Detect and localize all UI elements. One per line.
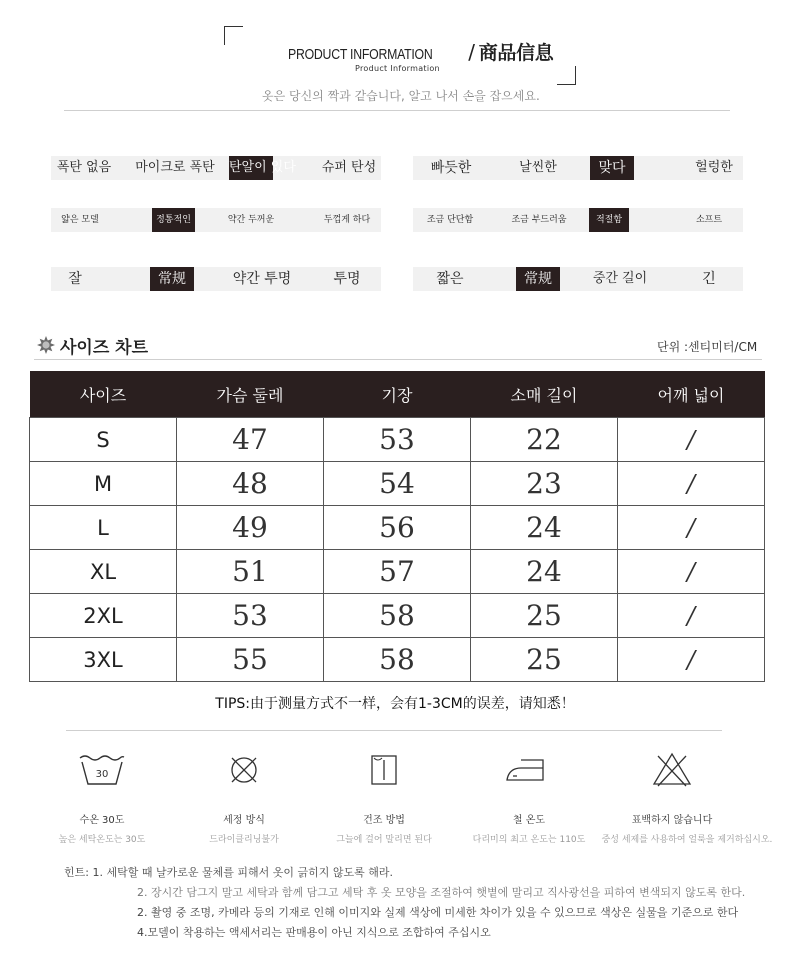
length-option: 중간 길이 bbox=[592, 271, 648, 286]
care-divider bbox=[66, 730, 722, 731]
shoulder-cell: / bbox=[618, 594, 765, 638]
wash-30-icon bbox=[78, 752, 126, 792]
size-cell: M bbox=[30, 462, 177, 506]
corner-mark-bottom-right bbox=[557, 66, 576, 85]
fit-option-selected: 맞다 bbox=[590, 156, 634, 180]
size-chart-table bbox=[29, 371, 765, 682]
sleeve-cell: 22 bbox=[471, 418, 618, 462]
size-cell: L bbox=[30, 506, 177, 550]
care-note-iron-temp: 다리미의 최고 온도는 110도 bbox=[472, 835, 586, 845]
fit-option: 날씬한 bbox=[519, 160, 557, 175]
length-option-selected: 常规 bbox=[516, 267, 560, 291]
chest-cell: 47 bbox=[177, 418, 324, 462]
size-cell: XL bbox=[30, 550, 177, 594]
thickness-option: 얇은 모델 bbox=[61, 215, 99, 225]
header-length: 기장 bbox=[324, 371, 471, 418]
line-dry-icon bbox=[360, 752, 408, 792]
length-option: 짧은 bbox=[436, 271, 464, 287]
table-row bbox=[30, 462, 765, 506]
unit-label: 단위 :센티미터/CM bbox=[657, 340, 758, 354]
product-info-subtitle: Product Information bbox=[355, 64, 440, 73]
softness-option: 조금 단단함 bbox=[426, 215, 474, 225]
sun-badge-icon bbox=[37, 336, 55, 354]
tagline: 옷은 당신의 짝과 같습니다, 알고 나서 손을 잡으세요. bbox=[262, 89, 540, 103]
corner-mark-top-left bbox=[224, 26, 243, 45]
care-note-bleach: 중성 세제를 사용하여 얼룩을 제거하십시오. bbox=[601, 835, 773, 845]
table-row bbox=[30, 638, 765, 682]
length-cell: 58 bbox=[324, 638, 471, 682]
size-cell: S bbox=[30, 418, 177, 462]
length-cell: 53 bbox=[324, 418, 471, 462]
size-chart-divider bbox=[34, 359, 762, 360]
chest-cell: 49 bbox=[177, 506, 324, 550]
sleeve-cell: 25 bbox=[471, 638, 618, 682]
chest-cell: 51 bbox=[177, 550, 324, 594]
sleeve-cell: 24 bbox=[471, 506, 618, 550]
softness-option: 조금 부드러움 bbox=[511, 215, 567, 225]
length-cell: 54 bbox=[324, 462, 471, 506]
header-sleeve: 소매 길이 bbox=[471, 371, 618, 418]
size-cell: 3XL bbox=[30, 638, 177, 682]
shoulder-cell: / bbox=[618, 638, 765, 682]
fit-option: 헐렁한 bbox=[695, 160, 733, 175]
elasticity-option: 폭탄 없음 bbox=[56, 160, 112, 175]
header-size: 사이즈 bbox=[30, 371, 177, 418]
iron-icon bbox=[503, 754, 551, 794]
chest-cell: 48 bbox=[177, 462, 324, 506]
care-note-drying: 그늘에 걸어 말리면 된다 bbox=[336, 835, 432, 845]
table-row bbox=[30, 594, 765, 638]
title-separator: / bbox=[468, 40, 475, 64]
chest-cell: 53 bbox=[177, 594, 324, 638]
thickness-option-selected: 정통적인 bbox=[152, 208, 195, 232]
table-row bbox=[30, 418, 765, 462]
length-cell: 57 bbox=[324, 550, 471, 594]
care-label-wash-method: 세정 방식 bbox=[223, 815, 265, 826]
shoulder-cell: / bbox=[618, 462, 765, 506]
softness-option-selected: 적절함 bbox=[589, 208, 629, 232]
length-cell: 56 bbox=[324, 506, 471, 550]
header-chest: 가슴 둘레 bbox=[177, 371, 324, 418]
softness-option: 소프트 bbox=[695, 215, 723, 225]
care-note-water-temp: 높은 세탁온도는 30도 bbox=[58, 835, 146, 845]
care-label-water-temp: 수온 30도 bbox=[79, 815, 125, 826]
header-divider bbox=[64, 110, 730, 111]
hint-line: 2. 장시간 담그지 말고 세탁과 함께 담그고 세탁 후 옷 모양을 조절하여 햇볕에 말리고 직사광선을 피하여 변색되지 않도록 한다. bbox=[137, 886, 746, 899]
transparency-option: 투명 bbox=[333, 271, 361, 287]
sleeve-cell: 23 bbox=[471, 462, 618, 506]
no-bleach-icon bbox=[648, 750, 696, 790]
transparency-option-selected: 常规 bbox=[150, 267, 194, 291]
care-label-iron-temp: 철 온도 bbox=[512, 815, 546, 826]
thickness-option: 두껍게 하다 bbox=[323, 215, 371, 225]
transparency-option: 잘 bbox=[68, 271, 82, 287]
size-cell: 2XL bbox=[30, 594, 177, 638]
chest-cell: 55 bbox=[177, 638, 324, 682]
elasticity-option-selected: 탄알이 있다 bbox=[229, 156, 273, 180]
care-note-wash-method: 드라이클리닝불가 bbox=[209, 835, 279, 845]
elasticity-option: 마이크로 폭탄 bbox=[135, 160, 215, 175]
table-row bbox=[30, 550, 765, 594]
fit-option: 빠듯한 bbox=[430, 160, 472, 176]
sleeve-cell: 25 bbox=[471, 594, 618, 638]
measurement-tips: TIPS:由于测量方式不一样，会有1-3CM的误差，请知悉！ bbox=[215, 696, 575, 712]
title-english: PRODUCT INFORMATION bbox=[288, 46, 433, 63]
hint-line: 힌트: 1. 세탁할 때 날카로운 물체를 피해서 옷이 긁히지 않도록 해라. bbox=[64, 866, 393, 879]
shoulder-cell: / bbox=[618, 418, 765, 462]
length-cell: 58 bbox=[324, 594, 471, 638]
hint-line: 2. 촬영 중 조명, 카메라 등의 기재로 인해 이미지와 실제 색상에 미세한 차이가 있을 수 있으므로 색상은 실물을 기준으로 한다 bbox=[137, 906, 739, 919]
no-dryclean-icon bbox=[220, 752, 268, 792]
elasticity-option: 슈퍼 탄성 bbox=[321, 160, 377, 175]
size-chart-title: 사이즈 차트 bbox=[60, 338, 149, 358]
thickness-option: 약간 두꺼운 bbox=[227, 215, 275, 225]
title-chinese: 商品信息 bbox=[478, 42, 554, 64]
product-info-title bbox=[288, 38, 554, 65]
size-chart-header-row bbox=[30, 371, 765, 418]
shoulder-cell: / bbox=[618, 506, 765, 550]
length-option: 긴 bbox=[702, 271, 716, 287]
care-label-bleach: 표백하지 않습니다 bbox=[631, 815, 713, 826]
care-label-drying: 건조 방법 bbox=[363, 815, 405, 826]
shoulder-cell: / bbox=[618, 550, 765, 594]
table-row bbox=[30, 506, 765, 550]
hint-line: 4.모델이 착용하는 액세서리는 판매용이 아닌 지식으로 조합하여 주십시오 bbox=[137, 926, 491, 939]
sleeve-cell: 24 bbox=[471, 550, 618, 594]
transparency-option: 약간 투명 bbox=[232, 271, 292, 287]
header-shoulder: 어깨 넓이 bbox=[618, 371, 765, 418]
wash-temp-badge: 30 bbox=[95, 769, 109, 780]
